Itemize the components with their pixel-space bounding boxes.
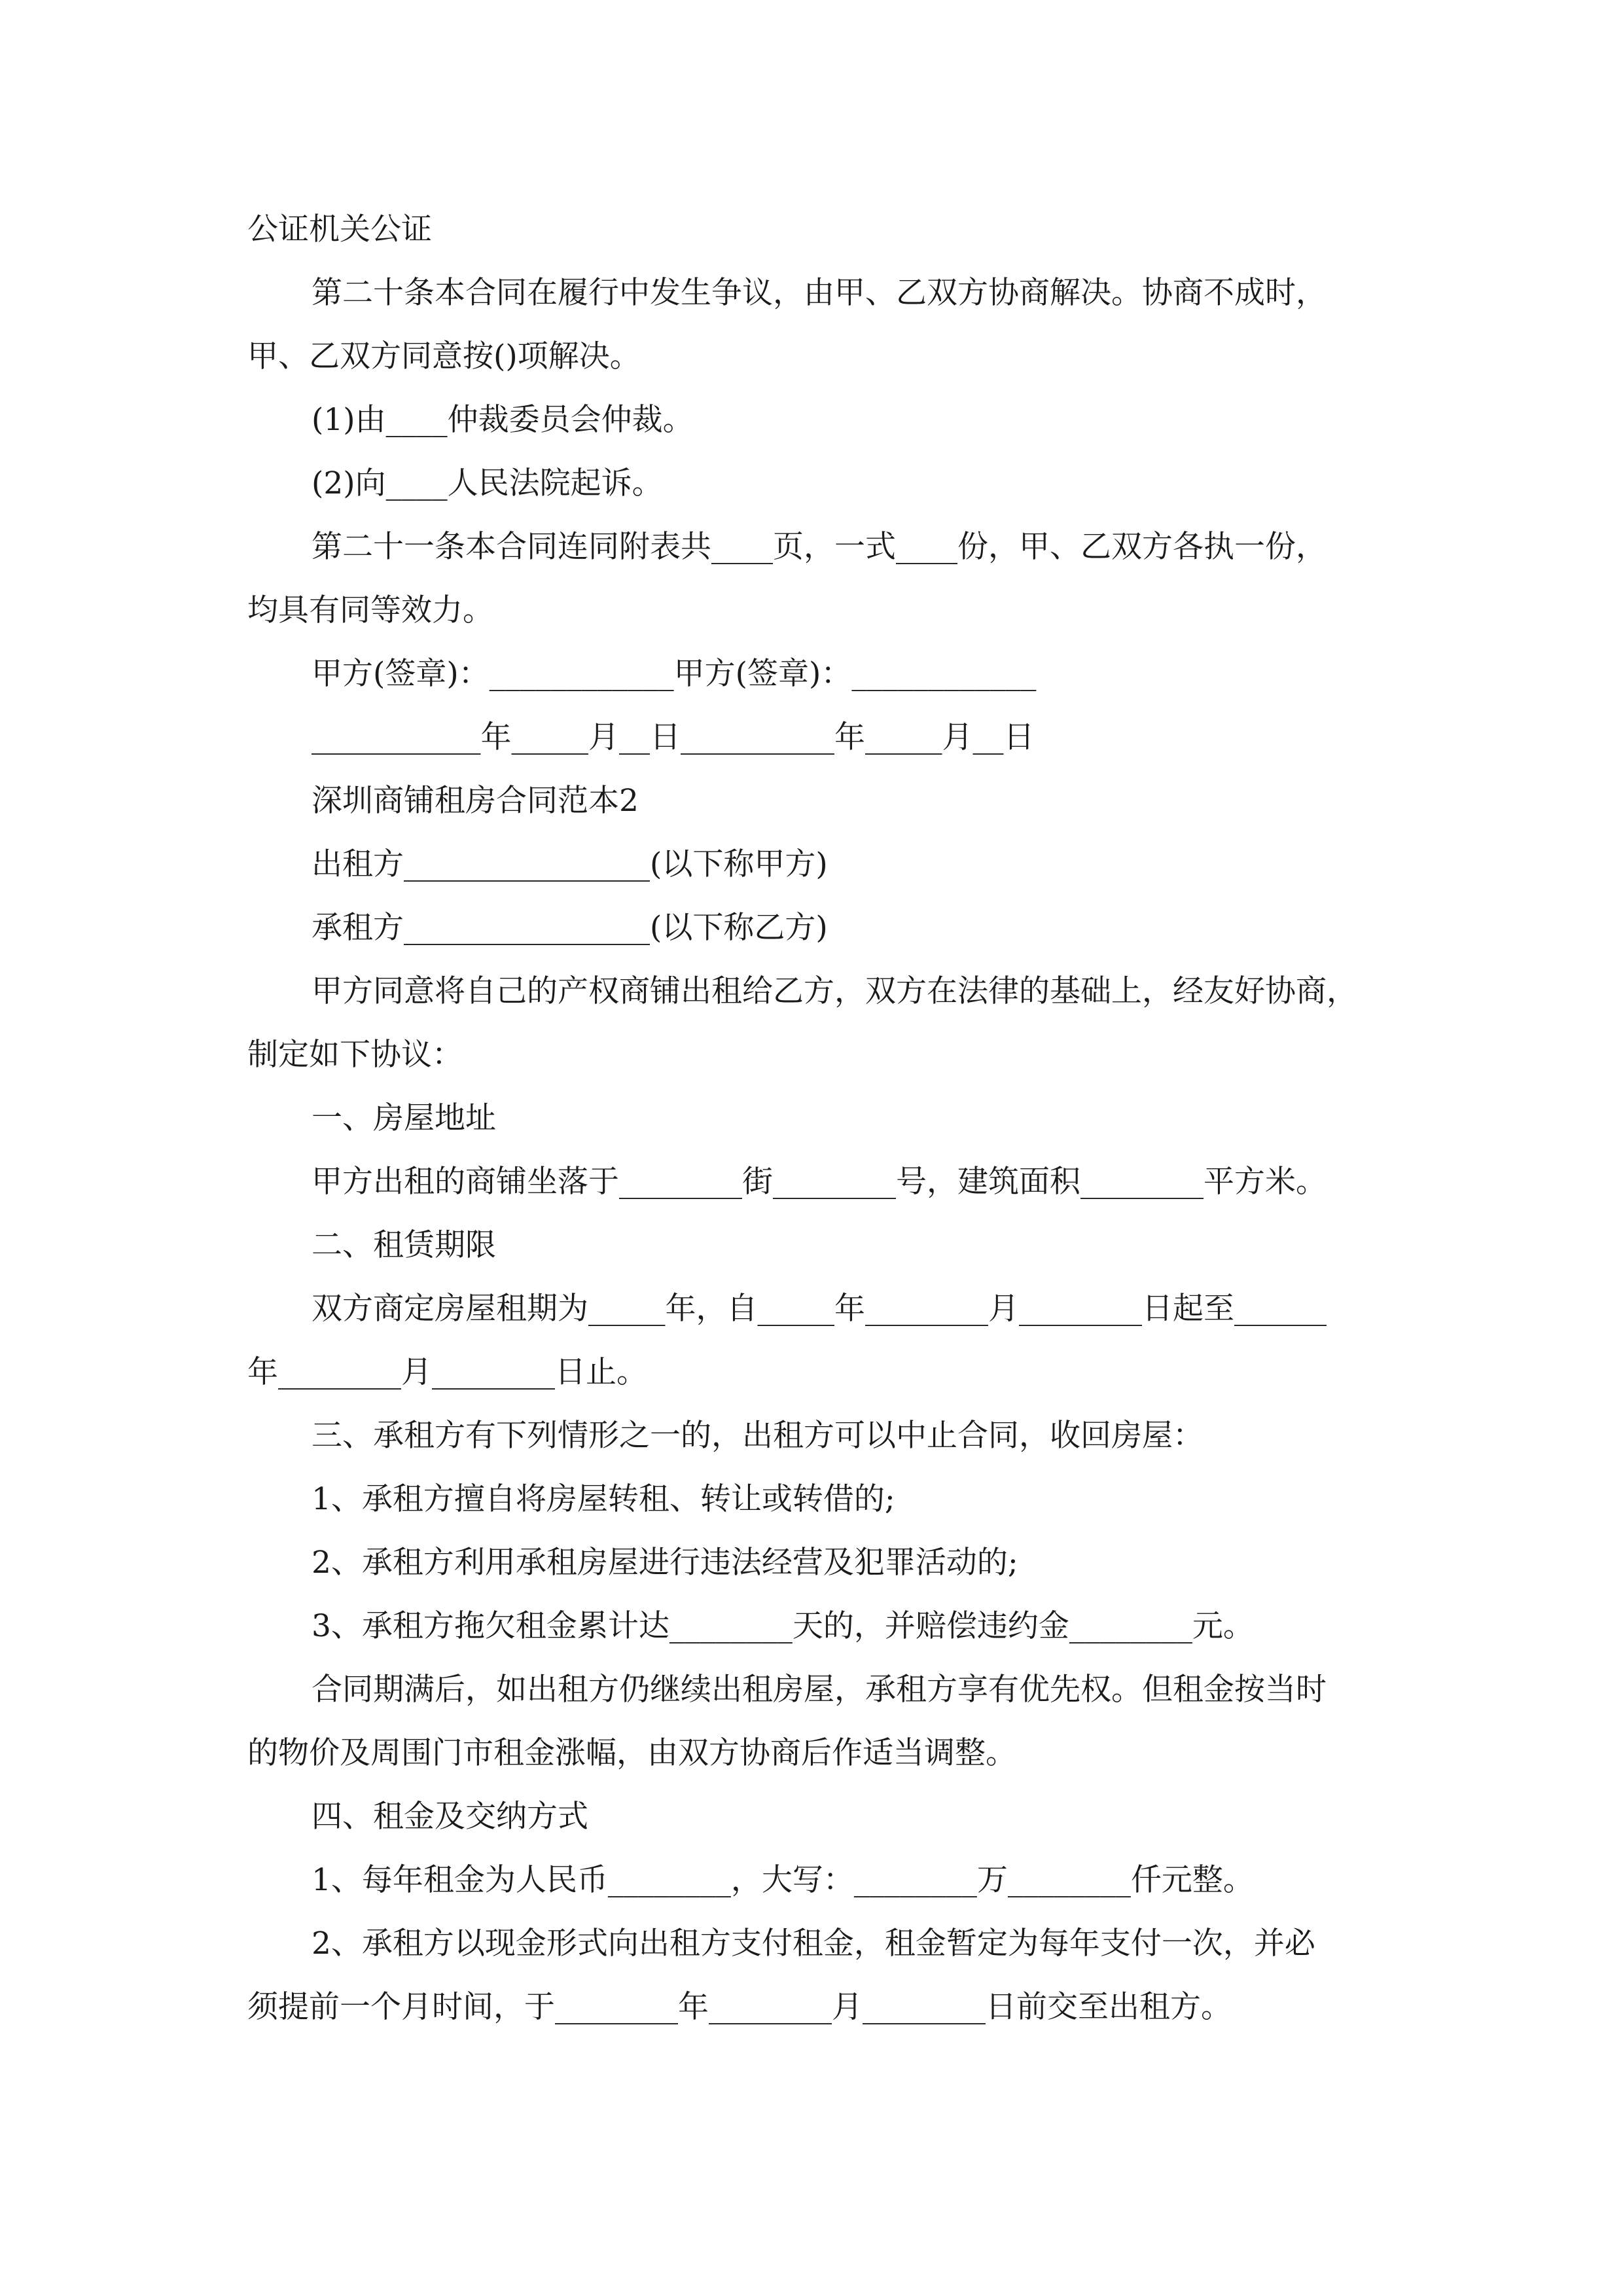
renewal-line-1: 合同期满后，如出租方仍继续出租房屋，承租方享有优先权。但租金按当时 [312,1672,1327,1708]
signature-date-line: ___________年_____月__日__________年_____月__日 [312,719,1035,755]
agreement-intro-line-2: 制定如下协议： [247,1037,463,1073]
section-4-heading: 四、租金及交纳方式 [312,1799,588,1835]
address-line: 甲方出租的商铺坐落于________街________号，建筑面积________平方米。 [312,1164,1327,1200]
agreement-intro-line-1: 甲方同意将自己的产权商铺出租给乙方，双方在法律的基础上，经友好协商， [312,973,1357,1009]
lease-term-line-2: 年________月________日止。 [247,1354,647,1390]
lessor-line: 出租方________________(以下称甲方) [312,846,828,882]
article-21-line-2: 均具有同等效力。 [247,592,493,628]
rent-amount-line: 1、每年租金为人民币________，大写：________万________仟元整。 [312,1862,1254,1898]
signature-line: 甲方(签章)：____________甲方(签章)：____________ [312,656,1037,692]
arbitration-option: (1)由____仲裁委员会仲裁。 [312,402,694,438]
payment-line-2: 须提前一个月时间，于________年________月________日前交至出租方。 [247,1989,1232,2025]
article-20-line-1: 第二十条本合同在履行中发生争议，由甲、乙双方协商解决。协商不成时， [312,275,1327,311]
termination-item-3: 3、承租方拖欠租金累计达________天的，并赔偿违约金________元。 [312,1608,1254,1644]
termination-item-1: 1、承租方擅自将房屋转租、转让或转借的; [312,1481,895,1517]
section-3-heading: 三、承租方有下列情形之一的，出租方可以中止合同，收回房屋： [312,1418,1204,1454]
court-option: (2)向____人民法院起诉。 [312,465,663,501]
article-20-line-2: 甲、乙双方同意按()项解决。 [247,338,641,374]
lessee-line: 承租方________________(以下称乙方) [312,910,828,946]
section-1-heading: 一、房屋地址 [312,1100,496,1136]
section-2-heading: 二、租赁期限 [312,1227,496,1263]
article-21-line-1: 第二十一条本合同连同附表共____页，一式____份，甲、乙双方各执一份， [312,529,1327,565]
notary-line: 公证机关公证 [247,211,432,247]
renewal-line-2: 的物价及周围门市租金涨幅，由双方协商后作适当调整。 [247,1735,1016,1771]
payment-line-1: 2、承租方以现金形式向出租方支付租金，租金暂定为每年支付一次，并必 [312,1926,1315,1962]
contract-title: 深圳商铺租房合同范本2 [312,783,639,819]
lease-term-line-1: 双方商定房屋租期为_____年，自_____年________月________日起至______ [312,1291,1327,1327]
termination-item-2: 2、承租方利用承租房屋进行违法经营及犯罪活动的; [312,1545,1018,1581]
